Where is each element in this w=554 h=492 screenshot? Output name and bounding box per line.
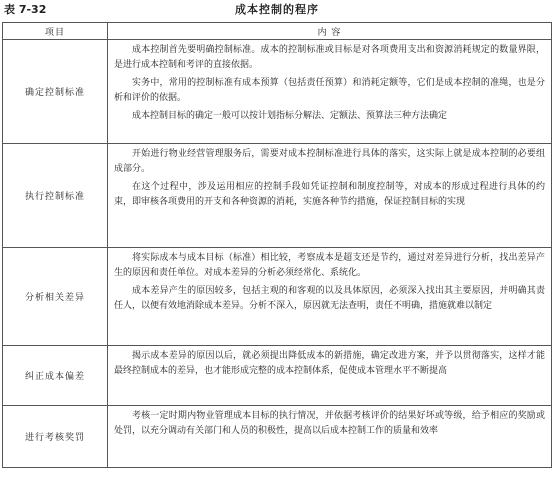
- row-item-label: 确定控制标准: [3, 40, 108, 144]
- row-content: [108, 144, 552, 248]
- content-paragraph: 在这个过程中，涉及运用相应的控制手段如凭证控制和制度控制等，对成本的形成过程进行具体的约束，即审核各项费用的开支和各种资源的消耗，实施各种节约措施，保证控制目标的实现: [114, 182, 545, 207]
- row-content: [108, 248, 552, 346]
- row-content: [108, 346, 552, 406]
- table-title: 成本控制的程序: [235, 3, 319, 16]
- table-caption: [0, 2, 554, 18]
- content-paragraph: 考核一定时期内物业管理成本目标的执行情况，并依据考核评价的结果好坏或等级，给予相应的奖励或处罚，以充分调动有关部门和人员的积极性，提高以后成本控制工作的质量和效率: [114, 411, 545, 436]
- row-item-label: 执行控制标准: [3, 144, 108, 248]
- header-content: 内 容: [108, 23, 552, 40]
- table-row: [3, 40, 552, 144]
- content-paragraph: 揭示成本差异的原因以后，就必须提出降低成本的新措施，确定改进方案，并予以贯彻落实，这样才能最终控制成本的差异，也才能形成完整的成本控制体系，促使成本管理水平不断提高: [114, 351, 545, 376]
- header-item: 项目: [3, 23, 108, 40]
- table-number: 表 7-32: [4, 3, 47, 16]
- table-row: [3, 346, 552, 406]
- table-header-row: [3, 23, 552, 40]
- row-item-label: 进行考核奖罚: [3, 406, 108, 468]
- table-row: [3, 144, 552, 248]
- content-paragraph: 成本控制首先要明确控制标准。成本的控制标准或目标是对各项费用支出和资源消耗规定的数量界限，是进行成本控制和考评的直接依据。: [114, 45, 545, 70]
- content-paragraph: 开始进行物业经营管理服务后，需要对成本控制标准进行具体的落实，这实际上就是成本控制的必要组成部分。: [114, 149, 545, 174]
- table-row: [3, 406, 552, 468]
- content-paragraph: 将实际成本与成本目标（标准）相比较，考察成本是超支还是节约，通过对差异进行分析，找出差异产生的原因和责任单位。对成本差异的分析必须经常化、系统化。: [114, 253, 545, 278]
- content-paragraph: 成本控制目标的确定一般可以按计划指标分解法、定额法、预算法三种方法确定: [132, 111, 448, 121]
- table-row: [3, 248, 552, 346]
- row-content: [108, 40, 552, 144]
- row-item-label: 分析相关差异: [3, 248, 108, 346]
- row-content: [108, 406, 552, 468]
- content-paragraph: 实务中，常用的控制标准有成本预算（包括责任预算）和消耗定额等，它们是成本控制的准绳，也是分析和评价的依据。: [114, 78, 545, 103]
- content-paragraph: 成本差异产生的原因较多，包括主观的和客观的以及具体原因，必须深入找出其主要原因，并明确其责任人，以便有效地消除成本差异。分析不深入，原因就无法查明，责任不明确，措施就难以制定: [114, 286, 545, 311]
- cost-control-procedure-table: [2, 22, 552, 468]
- row-item-label: 纠正成本偏差: [3, 346, 108, 406]
